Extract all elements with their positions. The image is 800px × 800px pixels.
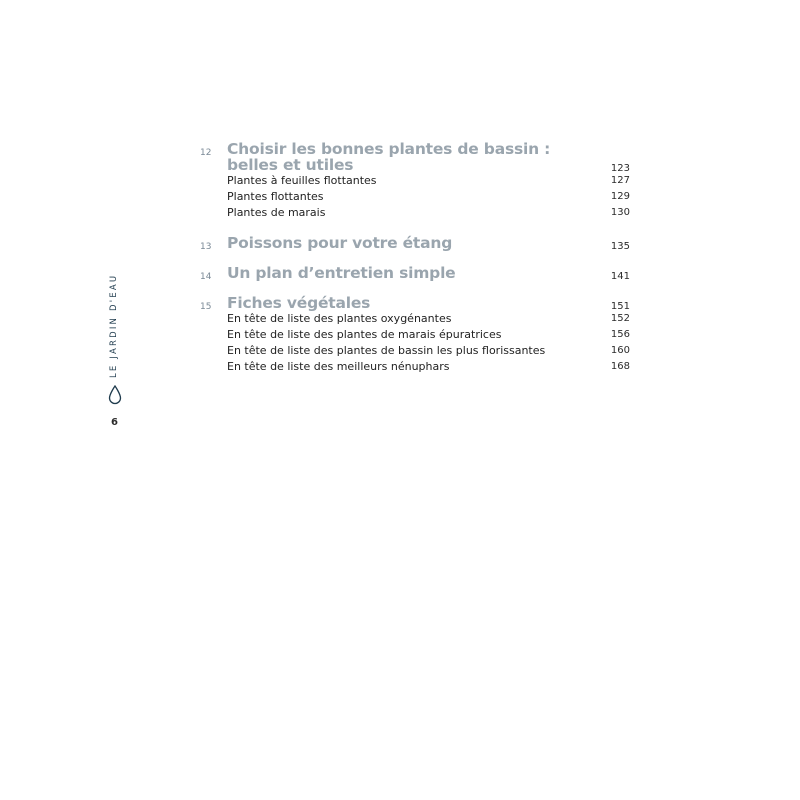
subentry-page: 130 [610, 207, 630, 218]
water-drop-icon [108, 385, 122, 405]
toc-subentry[interactable] [198, 327, 632, 343]
toc-chapter [198, 235, 632, 251]
toc-subentry[interactable] [198, 189, 632, 205]
chapter-number: 15 [200, 302, 212, 312]
subentry-label: En tête de liste des meilleurs nénuphars [227, 360, 450, 373]
subentry-page: 127 [610, 175, 630, 186]
chapter-page: 151 [610, 301, 630, 312]
subentry-label: Plantes à feuilles flottantes [227, 174, 377, 187]
table-of-contents [198, 141, 632, 375]
subentry-label: Plantes de marais [227, 206, 326, 219]
chapter-title-row[interactable] [198, 235, 632, 251]
subentry-label: En tête de liste des plantes de bassin les plus florissantes [227, 344, 546, 357]
subentry-page: 156 [610, 329, 630, 340]
chapter-title-row[interactable] [198, 265, 632, 281]
chapter-page: 141 [610, 271, 630, 282]
chapter-title[interactable]: Un plan d’entretien simple [227, 264, 456, 282]
subentry-page: 160 [610, 345, 630, 356]
subentry-label: En tête de liste des plantes de marais épuratrices [227, 328, 502, 341]
subentry-label: Plantes flottantes [227, 190, 324, 203]
running-title: LE JARDIN D'EAU [109, 273, 119, 378]
chapter-number: 13 [200, 242, 212, 252]
chapter-title-line: Choisir les bonnes plantes de bassin : [227, 140, 551, 158]
subentry-page: 168 [610, 361, 630, 372]
subentry-page: 152 [610, 313, 630, 324]
chapter-page: 123 [610, 163, 630, 174]
chapter-title[interactable] [227, 141, 598, 173]
toc-subentry[interactable] [198, 343, 632, 359]
toc-subentry[interactable] [198, 173, 632, 189]
chapter-title-line: belles et utiles [227, 156, 354, 174]
toc-subentry[interactable] [198, 205, 632, 221]
chapter-title-row[interactable] [198, 295, 632, 311]
side-margin [103, 273, 127, 432]
chapter-title-row[interactable] [198, 141, 632, 173]
subentry-label: En tête de liste des plantes oxygénantes [227, 312, 452, 325]
toc-chapter [198, 265, 632, 281]
subentry-page: 129 [610, 191, 630, 202]
page-number: 6 [111, 417, 118, 428]
toc-chapter [198, 141, 632, 221]
toc-chapter [198, 295, 632, 375]
chapter-number: 12 [200, 148, 212, 158]
chapter-page: 135 [610, 241, 630, 252]
toc-subentry[interactable] [198, 359, 632, 375]
toc-subentry[interactable] [198, 311, 632, 327]
chapter-title[interactable]: Fiches végétales [227, 294, 371, 312]
chapter-title[interactable]: Poissons pour votre étang [227, 234, 453, 252]
chapter-number: 14 [200, 272, 212, 282]
